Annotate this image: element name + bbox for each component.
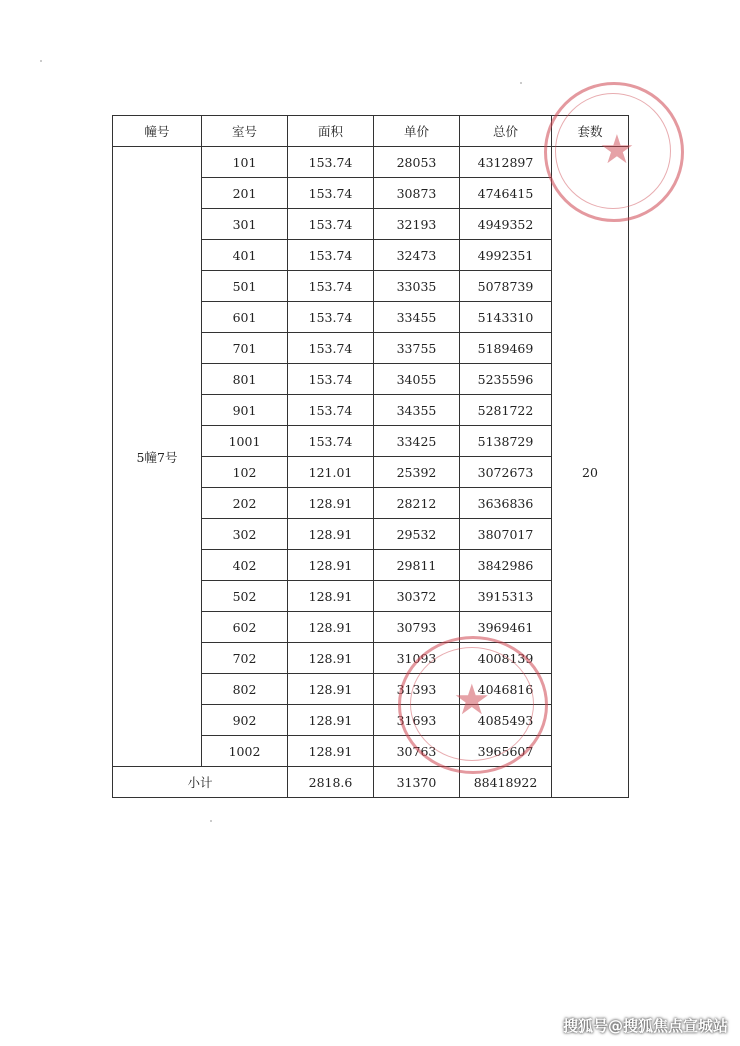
unit-cell: 33755 (374, 333, 460, 364)
unit-cell: 31093 (374, 643, 460, 674)
room-cell: 902 (202, 705, 288, 736)
room-cell: 602 (202, 612, 288, 643)
area-cell: 128.91 (288, 643, 374, 674)
area-cell: 153.74 (288, 271, 374, 302)
header-area: 面积 (288, 116, 374, 147)
area-cell: 153.74 (288, 240, 374, 271)
total-cell: 3965607 (460, 736, 552, 767)
total-cell: 3072673 (460, 457, 552, 488)
table-row (113, 147, 629, 178)
room-cell: 501 (202, 271, 288, 302)
room-cell: 402 (202, 550, 288, 581)
room-cell: 401 (202, 240, 288, 271)
header-row (113, 116, 629, 147)
total-cell: 3842986 (460, 550, 552, 581)
room-cell: 201 (202, 178, 288, 209)
area-cell: 153.74 (288, 178, 374, 209)
area-cell: 153.74 (288, 333, 374, 364)
room-cell: 702 (202, 643, 288, 674)
unit-cell: 32473 (374, 240, 460, 271)
total-cell: 3915313 (460, 581, 552, 612)
area-cell: 121.01 (288, 457, 374, 488)
seal-star-icon: ★ (599, 127, 635, 173)
building-cell: 5幢7号 (113, 147, 202, 767)
header-building: 幢号 (113, 116, 202, 147)
room-cell: 1001 (202, 426, 288, 457)
room-cell: 301 (202, 209, 288, 240)
unit-cell: 30793 (374, 612, 460, 643)
unit-cell: 31693 (374, 705, 460, 736)
room-cell: 901 (202, 395, 288, 426)
area-cell: 128.91 (288, 488, 374, 519)
unit-cell: 32193 (374, 209, 460, 240)
unit-cell: 30763 (374, 736, 460, 767)
area-cell: 153.74 (288, 364, 374, 395)
total-cell: 4046816 (460, 674, 552, 705)
room-cell: 102 (202, 457, 288, 488)
unit-cell: 33455 (374, 302, 460, 333)
area-cell: 153.74 (288, 426, 374, 457)
unit-cell: 31393 (374, 674, 460, 705)
area-cell: 153.74 (288, 395, 374, 426)
unit-cell: 29532 (374, 519, 460, 550)
area-cell: 153.74 (288, 147, 374, 178)
watermark: 搜狐号@搜狐焦点宣城站 (562, 1017, 728, 1035)
room-cell: 1002 (202, 736, 288, 767)
total-cell: 5078739 (460, 271, 552, 302)
area-cell: 153.74 (288, 302, 374, 333)
table-body (113, 147, 629, 798)
unit-cell: 28053 (374, 147, 460, 178)
header-unit-price: 单价 (374, 116, 460, 147)
price-table (112, 115, 629, 798)
total-cell: 4949352 (460, 209, 552, 240)
subtotal-unit-cell: 31370 (374, 767, 460, 798)
area-cell: 128.91 (288, 736, 374, 767)
total-cell: 4085493 (460, 705, 552, 736)
total-cell: 5189469 (460, 333, 552, 364)
room-cell: 802 (202, 674, 288, 705)
area-cell: 128.91 (288, 674, 374, 705)
room-cell: 601 (202, 302, 288, 333)
total-cell: 3807017 (460, 519, 552, 550)
room-cell: 101 (202, 147, 288, 178)
subtotal-area-cell: 2818.6 (288, 767, 374, 798)
unit-cell: 30372 (374, 581, 460, 612)
scan-speck (210, 820, 212, 822)
total-cell: 4008139 (460, 643, 552, 674)
scan-speck (40, 60, 42, 62)
count-cell: 20 (552, 147, 629, 798)
total-cell: 3636836 (460, 488, 552, 519)
area-cell: 128.91 (288, 612, 374, 643)
scan-speck (520, 82, 522, 84)
area-cell: 128.91 (288, 519, 374, 550)
area-cell: 128.91 (288, 705, 374, 736)
room-cell: 502 (202, 581, 288, 612)
total-cell: 4312897 (460, 147, 552, 178)
subtotal-label: 小计 (113, 767, 288, 798)
unit-cell: 28212 (374, 488, 460, 519)
total-cell: 4746415 (460, 178, 552, 209)
seal-star-icon: ★ (453, 675, 491, 724)
unit-cell: 30873 (374, 178, 460, 209)
unit-cell: 33425 (374, 426, 460, 457)
total-cell: 5143310 (460, 302, 552, 333)
total-cell: 5235596 (460, 364, 552, 395)
total-cell: 5281722 (460, 395, 552, 426)
unit-cell: 25392 (374, 457, 460, 488)
subtotal-row (113, 767, 629, 798)
unit-cell: 33035 (374, 271, 460, 302)
room-cell: 302 (202, 519, 288, 550)
area-cell: 128.91 (288, 581, 374, 612)
room-cell: 202 (202, 488, 288, 519)
total-cell: 4992351 (460, 240, 552, 271)
unit-cell: 34355 (374, 395, 460, 426)
total-cell: 5138729 (460, 426, 552, 457)
area-cell: 128.91 (288, 550, 374, 581)
unit-cell: 34055 (374, 364, 460, 395)
unit-cell: 29811 (374, 550, 460, 581)
total-cell: 3969461 (460, 612, 552, 643)
subtotal-total-cell: 88418922 (460, 767, 552, 798)
header-count: 套数 (552, 116, 629, 147)
area-cell: 153.74 (288, 209, 374, 240)
header-room: 室号 (202, 116, 288, 147)
header-total-price: 总价 (460, 116, 552, 147)
room-cell: 701 (202, 333, 288, 364)
room-cell: 801 (202, 364, 288, 395)
